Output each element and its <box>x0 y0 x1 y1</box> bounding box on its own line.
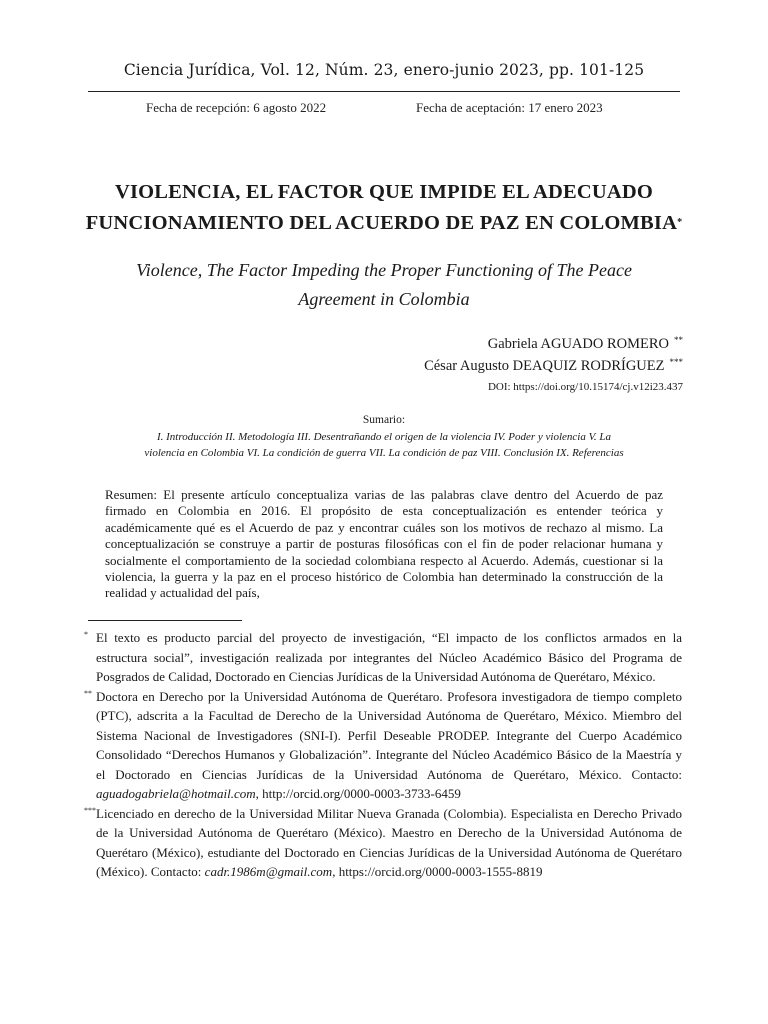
received-date: Fecha de recepción: 6 agosto 2022 <box>146 100 327 115</box>
footnote-text: El texto es producto parcial del proyecto de investigación, “El impacto de los conflictos armados en la estructura social”, investigación realizada por integrantes del Núcleo Académico Básico del Programa de Posgrados de Calidad, Doctorado en Ciencias Jurídicas de la Universidad Autónoma de Querétaro, México. <box>96 630 682 684</box>
footnote-mark: ** <box>84 688 92 698</box>
contact-email[interactable]: cadr.1986m@gmail.com <box>204 864 333 879</box>
accepted-date: Fecha de aceptación: 17 enero 2023 <box>416 100 603 115</box>
footnote-rule <box>88 620 242 621</box>
footnote-mark: * <box>84 630 88 639</box>
article-subtitle <box>120 256 648 314</box>
subtitle-line-1: Violence, The Factor Impeding the Proper Functioning of The Peace <box>136 260 632 280</box>
title-footnote-mark[interactable]: * <box>677 217 683 228</box>
orcid-link[interactable]: , https://orcid.org/0000-0003-1555-8819 <box>332 864 543 879</box>
abstract-paragraph: Resumen: El presente artículo conceptualiza varias de las palabras clave dentro del Acuerdo de paz firmado en Colombia en 2016. El propósito de esta conceptualización es entender teórica y académicamente qué es el Acuerdo de paz y encontrar cuáles son los motivos de rechazo al mismo. La conceptualización se construye a partir de posturas filosóficas con el fin de poder relacionar humana y socialmente el comportamiento de la sociedad colombiana respecto al Acuerdo. Además, cuestionar si la violencia, la guerra y la paz en el proceso histórico de Colombia han determinado la construcción de la realidad y actualidad del país, <box>105 487 663 601</box>
subtitle-line-2: Agreement in Colombia <box>298 289 470 309</box>
title-line-1: VIOLENCIA, EL FACTOR QUE IMPIDE EL ADECUADO <box>114 181 654 203</box>
footnote-3 <box>84 804 682 882</box>
article-title <box>70 177 698 242</box>
author-footnote-mark[interactable]: ** <box>674 335 683 345</box>
author-2 <box>0 358 683 375</box>
footnote-mark: *** <box>84 805 96 815</box>
footnote-2 <box>84 687 682 804</box>
footnote-text: Licenciado en derecho de la Universidad Militar Nueva Granada (Colombia). Especialista en Derecho Privado de la Universidad Autónoma de Querétaro (México). Maestro en Derecho de la Universidad Autónoma de Querétaro (México), estudiante del Doctorado en Ciencias Jurídicas de la Universidad Autónoma de Querétaro (México). Contacto: <box>96 805 682 879</box>
author-name: César Augusto DEAQUIZ RODRÍGUEZ <box>424 358 665 374</box>
footnote-text: Doctora en Derecho por la Universidad Autónoma de Querétaro. Profesora investigadora de tiempo completo (PTC), adscrita a la Facultad de Derecho de la Universidad Autónoma de Querétaro, México. Miembro del Sistema Nacional de Investigadores (SNI-I). Perfil Deseable PRODEP. Integrante del Cuerpo Académico Consolidado “Derechos Humanos y Globalización”. Integrante del Núcleo Académico Básico de la Maestría y el Doctorado en Ciencias Jurídicas de la Universidad Autónoma de Querétaro, México. Contacto: <box>96 688 682 782</box>
doi-link[interactable]: DOI: https://doi.org/10.15174/cj.v12i23.437 <box>487 381 683 393</box>
orcid-link[interactable]: , http://orcid.org/0000-0003-3733-6459 <box>255 786 461 801</box>
author-1 <box>0 336 683 353</box>
footnote-1 <box>84 628 682 687</box>
footnotes <box>84 628 682 882</box>
title-line-2: FUNCIONAMIENTO DEL ACUERDO DE PAZ EN COLOMBIA <box>85 212 678 234</box>
contact-email[interactable]: aguadogabriela@hotmail.com <box>96 786 256 801</box>
journal-header: Ciencia Jurídica, Vol. 12, Núm. 23, enero-junio 2023, pp. 101-125 <box>123 61 645 79</box>
author-name: Gabriela AGUADO ROMERO <box>487 336 669 352</box>
sumario-text: I. Introducción II. Metodología III. Desentrañando el origen de la violencia IV. Poder y violencia V. La violencia en Colombia VI. La condición de guerra VII. La condición de paz VIII. Conclusión IX. Referencias <box>144 431 624 459</box>
author-footnote-mark[interactable]: *** <box>669 357 683 367</box>
sumario-label: Sumario: <box>362 414 406 426</box>
header-rule <box>88 91 680 92</box>
